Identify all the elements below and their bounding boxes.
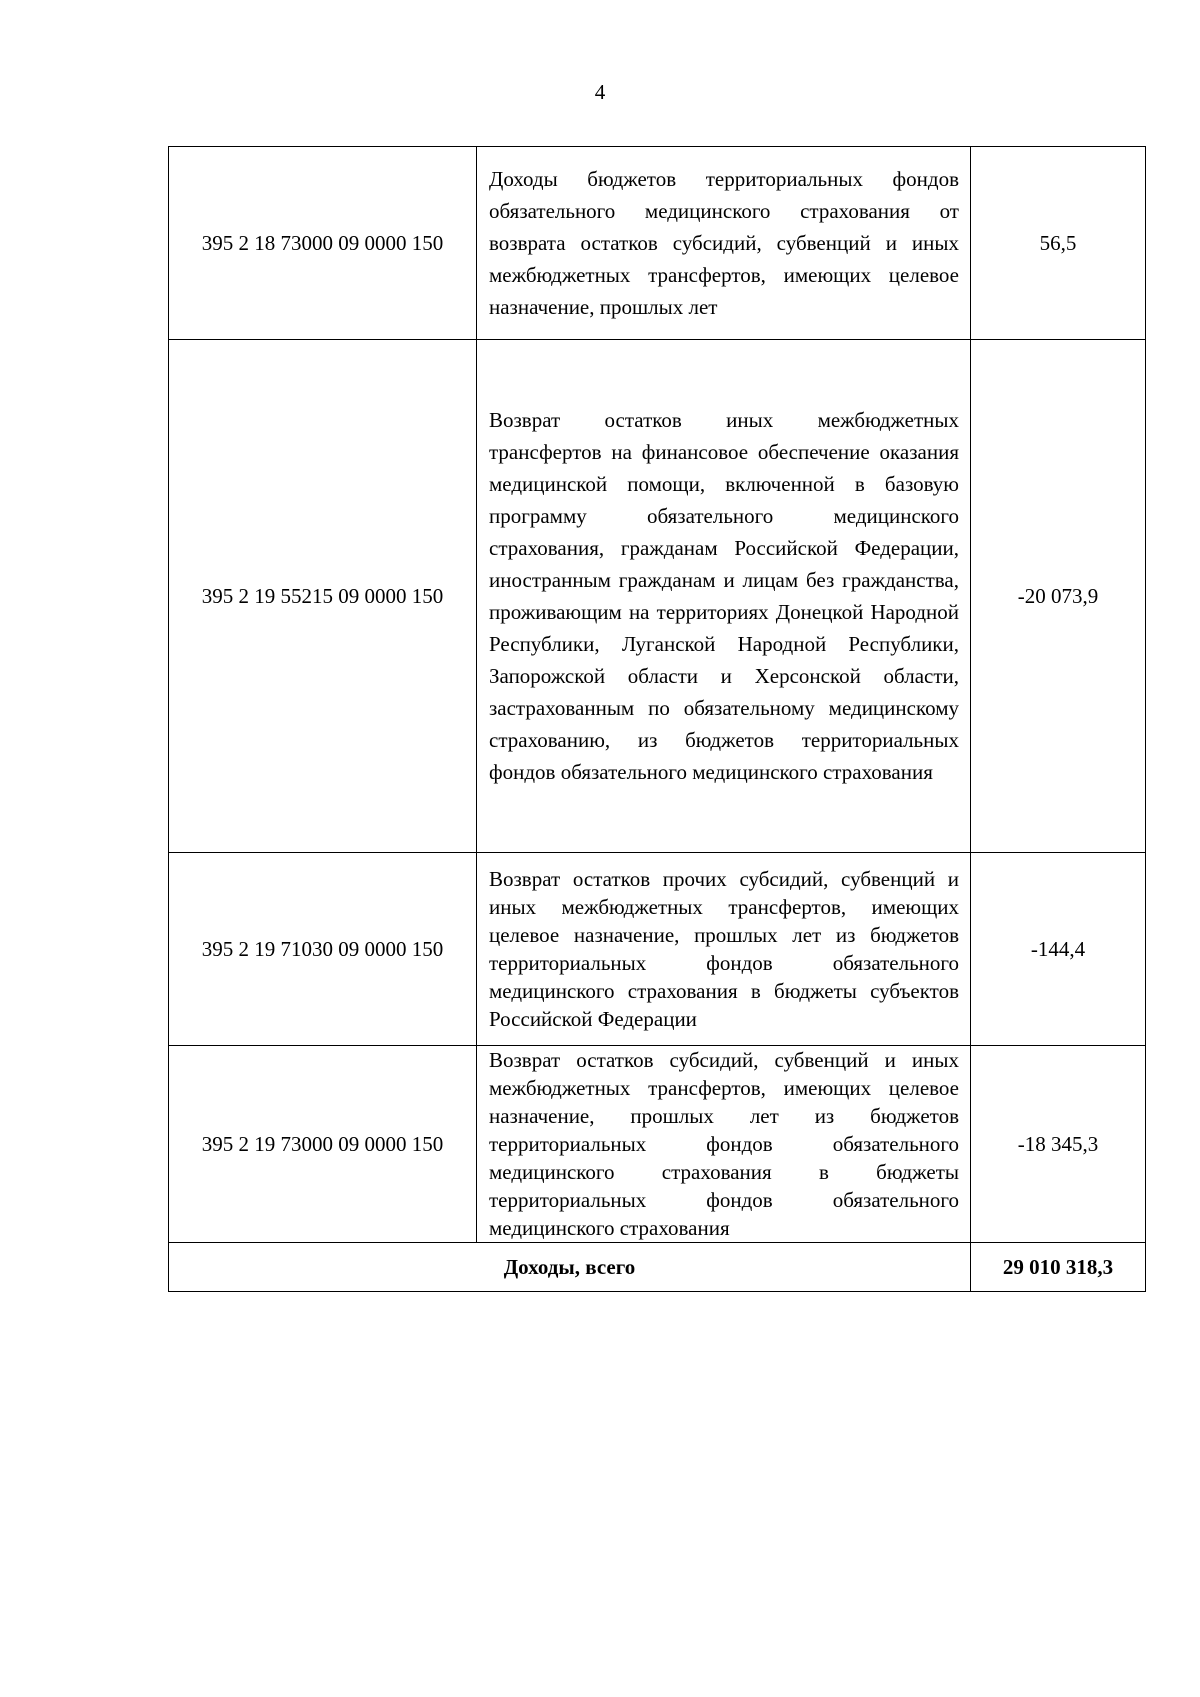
budget-code-cell: 395 2 19 73000 09 0000 150 <box>169 1046 477 1243</box>
description-cell: Возврат остатков прочих субсидий, субвенций и иных межбюджетных трансфертов, имеющих целевое назначение, прошлых лет из бюджетов территориальных фондов обязательного медицинского страхования в бюджеты субъектов Российской Федерации <box>477 853 971 1046</box>
total-label: Доходы, всего <box>169 1243 971 1292</box>
budget-code-cell: 395 2 19 55215 09 0000 150 <box>169 340 477 853</box>
description-cell: Доходы бюджетов территориальных фондов обязательного медицинского страхования от возврата остатков субсидий, субвенций и иных межбюджетных трансфертов, имеющих целевое назначение, прошлых лет <box>477 147 971 340</box>
table-row <box>169 147 1146 340</box>
table-row <box>169 1046 1146 1243</box>
description-cell: Возврат остатков субсидий, субвенций и иных межбюджетных трансфертов, имеющих целевое назначение, прошлых лет из бюджетов территориальных фондов обязательного медицинского страхования в бюджеты территориальных фондов обязательного медицинского страхования <box>477 1046 971 1243</box>
amount-cell: -20 073,9 <box>971 340 1146 853</box>
total-row <box>169 1243 1146 1292</box>
budget-code-cell: 395 2 19 71030 09 0000 150 <box>169 853 477 1046</box>
page-number: 4 <box>594 80 606 104</box>
description-cell: Возврат остатков иных межбюджетных трансфертов на финансовое обеспечение оказания медицинской помощи, включенной в базовую программу обязательного медицинского страхования, гражданам Российской Федерации, иностранным гражданам и лицам без гражданства, проживающим на территориях Донецкой Народной Республики, Луганской Народной Республики, Запорожской области и Херсонской области, застрахованным по обязательному медицинскому страхованию, из бюджетов территориальных фондов обязательного медицинского страхования <box>477 340 971 853</box>
income-table <box>168 146 1146 1292</box>
amount-cell: -18 345,3 <box>971 1046 1146 1243</box>
total-amount: 29 010 318,3 <box>971 1243 1146 1292</box>
table-row <box>169 853 1146 1046</box>
amount-cell: -144,4 <box>971 853 1146 1046</box>
table-row <box>169 340 1146 853</box>
amount-cell: 56,5 <box>971 147 1146 340</box>
budget-code-cell: 395 2 18 73000 09 0000 150 <box>169 147 477 340</box>
